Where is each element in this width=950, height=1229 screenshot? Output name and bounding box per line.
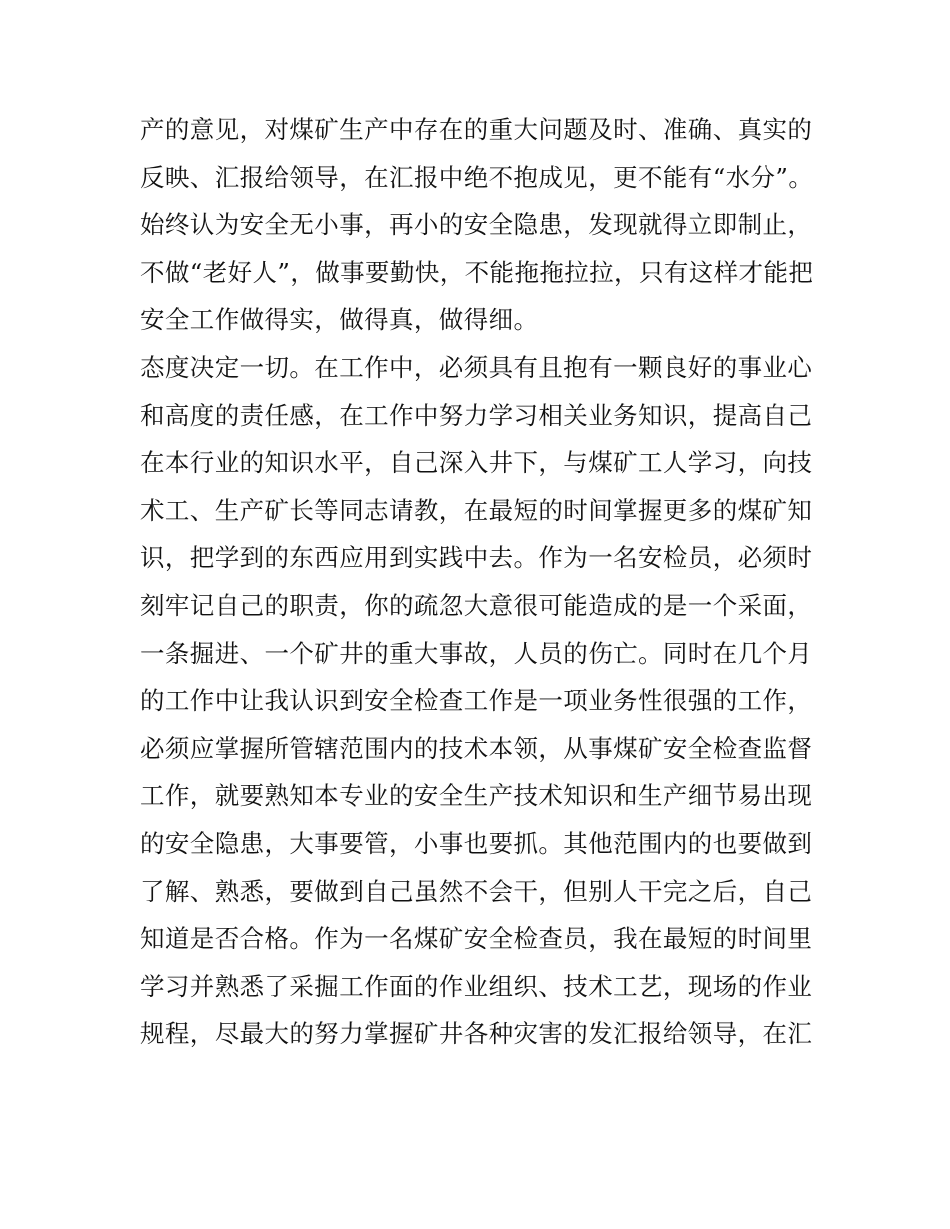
text-line: 在本行业的知识水平，自己深入井下，与煤矿工人学习，向技 [140,448,813,478]
body-text [140,106,820,1058]
text-line: 规程，尽最大的努力掌握矿井各种灾害的发汇报给领导，在汇 [140,1019,813,1049]
text-line: 产的意见，对煤矿生产中存在的重大问题及时、准确、真实的 [140,115,813,144]
text-line: 不做“老好人”，做事要勤快，不能拖拖拉拉，只有这样才能把 [140,257,814,287]
text-line: 和高度的责任感，在工作中努力学习相关业务知识，提高自己 [140,400,813,430]
text-line: 知道是否合格。作为一名煤矿安全检查员，我在最短的时间里 [140,924,813,954]
text-line: 的安全隐患，大事要管，小事也要抓。其他范围内的也要做到 [140,828,813,858]
text-line: 始终认为安全无小事，再小的安全隐患，发现就得立即制止， [140,210,813,240]
text-line: 态度决定一切。在工作中，必须具有且抱有一颗良好的事业心 [140,352,813,382]
text-line: 必须应掌握所管辖范围内的技术本领，从事煤矿安全检查监督 [140,733,813,763]
text-line: 术工、生产矿长等同志请教，在最短的时间掌握更多的煤矿知 [140,495,813,525]
text-line: 一条掘进、一个矿井的重大事故，人员的伤亡。同时在几个月 [140,638,813,668]
text-line: 了解、熟悉，要做到自己虽然不会干，但别人干完之后，自己 [140,876,813,906]
text-line: 刻牢记自己的职责，你的疏忽大意很可能造成的是一个采面， [140,590,813,620]
text-line: 工作，就要熟知本专业的安全生产技术知识和生产细节易出现 [140,781,813,811]
text-line: 学习并熟悉了采掘工作面的作业组织、技术工艺，现场的作业 [140,971,813,1001]
text-line: 的工作中让我认识到安全检查工作是一项业务性很强的工作， [140,686,813,716]
text-line: 识，把学到的东西应用到实践中去。作为一名安检员，必须时 [140,543,813,573]
text-line: 安全工作做得实，做得真，做得细。 [140,305,539,335]
text-line: 反映、汇报给领导，在汇报中绝不抱成见，更不能有“水分”。 [140,162,814,192]
